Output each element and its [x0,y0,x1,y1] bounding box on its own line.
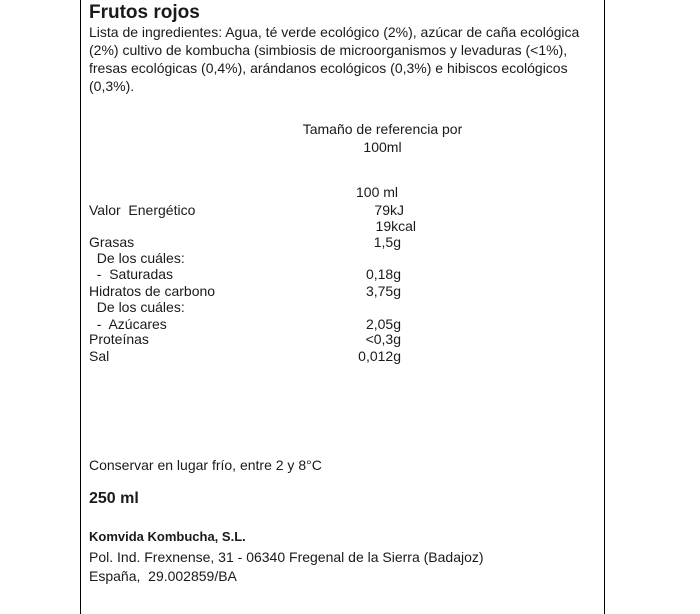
nutrition-value: 3,75g [365,283,401,299]
reference-size: Tamaño de referencia por 100ml [302,121,463,155]
product-title: Frutos rojos [89,2,200,23]
nutrition-label: - Saturadas [89,266,174,282]
nutrition-label: Sal [89,348,110,364]
nutrition-label: De los cuáles: [89,299,185,315]
nutrition-label: Hidratos de carbono [89,283,216,299]
nutrition-label: De los cuáles: [89,250,185,266]
ingredients-text: Lista de ingredientes: Agua, té verde ecológico (2%), azúcar de caña ecológica (2%) cultivo de kombucha (simbiosis de microorganismos y levaduras (<1%), fresas ecológicas (0,4%), arándanos ecológicos (0,3%) e hibiscos ecológicos (0,3%). [89,24,580,94]
nutrition-column-header: 100 ml [356,184,399,200]
nutrition-label: Proteínas [89,331,149,347]
company-registry: España, 29.002859/BA [89,568,237,584]
nutrition-label: - Azúcares [89,316,167,332]
nutrition-label: Grasas [89,234,135,250]
storage-instructions: Conservar en lugar frío, entre 2 y 8°C [89,457,322,473]
nutrition-value: 19kcal [375,218,416,234]
nutrition-label: Valor Energético [89,202,196,218]
volume: 250 ml [89,490,139,507]
nutrition-value: <0,3g [365,331,401,347]
nutrition-value: 0,012g [358,348,401,364]
company-name: Komvida Kombucha, S.L. [89,529,246,544]
nutrition-value: 0,18g [365,266,401,282]
nutrition-value: 79kJ [374,202,404,218]
nutrition-value: 2,05g [365,316,401,332]
company-address: Pol. Ind. Frexnense, 31 - 06340 Fregenal de la Sierra (Badajoz) [89,549,484,565]
nutrition-value: 1,5g [373,234,401,250]
